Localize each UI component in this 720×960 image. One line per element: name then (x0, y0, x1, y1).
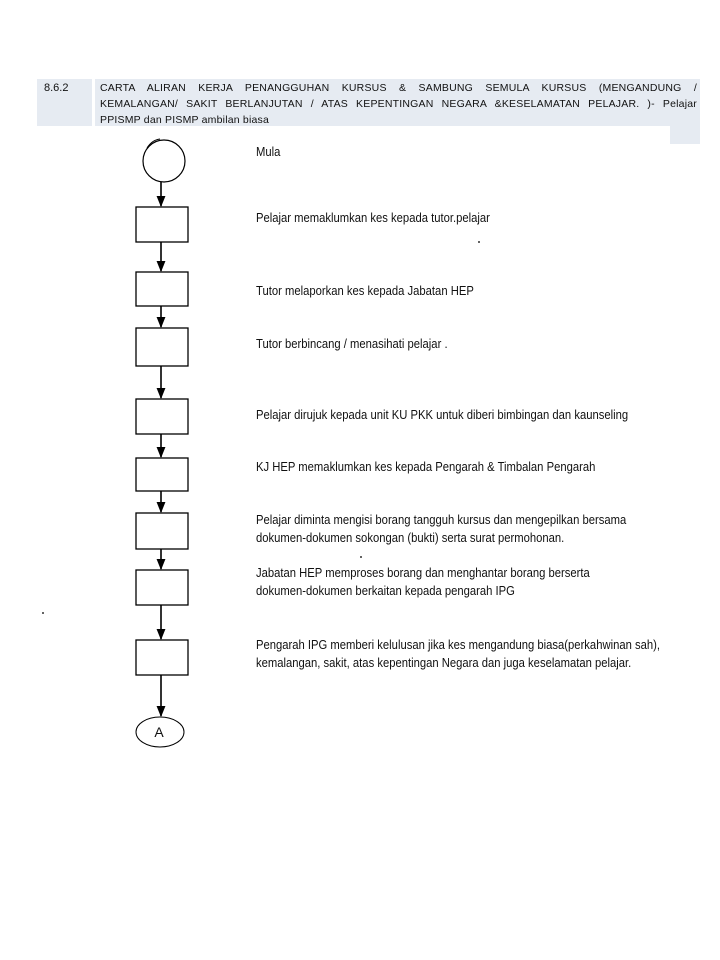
process-box (136, 640, 188, 675)
process-box (136, 513, 188, 549)
step-4-text: Pelajar dirujuk kepada unit KU PKK untuk diberi bimbingan dan kaunseling (256, 408, 629, 422)
step-8-text-line-2: kemalangan, sakit, atas kepentingan Negara dan juga keselamatan pelajar. (256, 656, 632, 670)
start-terminal (143, 140, 185, 182)
process-box (136, 272, 188, 306)
step-1-text: Pelajar memaklumkan kes kepada tutor.pelajar (256, 211, 490, 225)
connector-a-label: A (154, 724, 164, 740)
process-box (136, 458, 188, 491)
process-box (136, 207, 188, 242)
process-box (136, 328, 188, 366)
step-6-text-line-2: dokumen-dokumen sokongan (bukti) serta surat permohonan. (256, 531, 565, 545)
section-title-line-2: KEMALANGAN/ SAKIT BERLANJUTAN / ATAS KEPENTINGAN NEGARA &KESELAMATAN PELAJAR. )- Pelajar (100, 98, 697, 110)
process-box (136, 399, 188, 434)
step-8-text-line-1: Pengarah IPG memberi kelulusan jika kes mengandung biasa(perkahwinan sah), (256, 638, 660, 652)
section-number: 8.6.2 (37, 79, 92, 126)
stray-dot (478, 241, 480, 243)
step-2-text: Tutor melaporkan kes kepada Jabatan HEP (256, 284, 474, 298)
section-title-line-1: CARTA ALIRAN KERJA PENANGGUHAN KURSUS & SAMBUNG SEMULA KURSUS (MENGANDUNG / (100, 82, 697, 94)
start-label: Mula (256, 145, 281, 159)
stray-dot (360, 556, 362, 558)
section-title-line-3: PPISMP dan PISMP ambilan biasa (100, 114, 270, 126)
step-6-text-line-1: Pelajar diminta mengisi borang tangguh kursus dan mengepilkan bersama (256, 513, 627, 527)
step-7-text-line-1: Jabatan HEP memproses borang dan menghantar borang berserta (256, 566, 590, 580)
step-7-text-line-2: dokumen-dokumen berkaitan kepada pengarah IPG (256, 584, 515, 598)
step-5-text: KJ HEP memaklumkan kes kepada Pengarah & Timbalan Pengarah (256, 460, 596, 474)
step-3-text: Tutor berbincang / menasihati pelajar . (256, 337, 448, 351)
stray-dot (42, 612, 44, 614)
process-box (136, 570, 188, 605)
